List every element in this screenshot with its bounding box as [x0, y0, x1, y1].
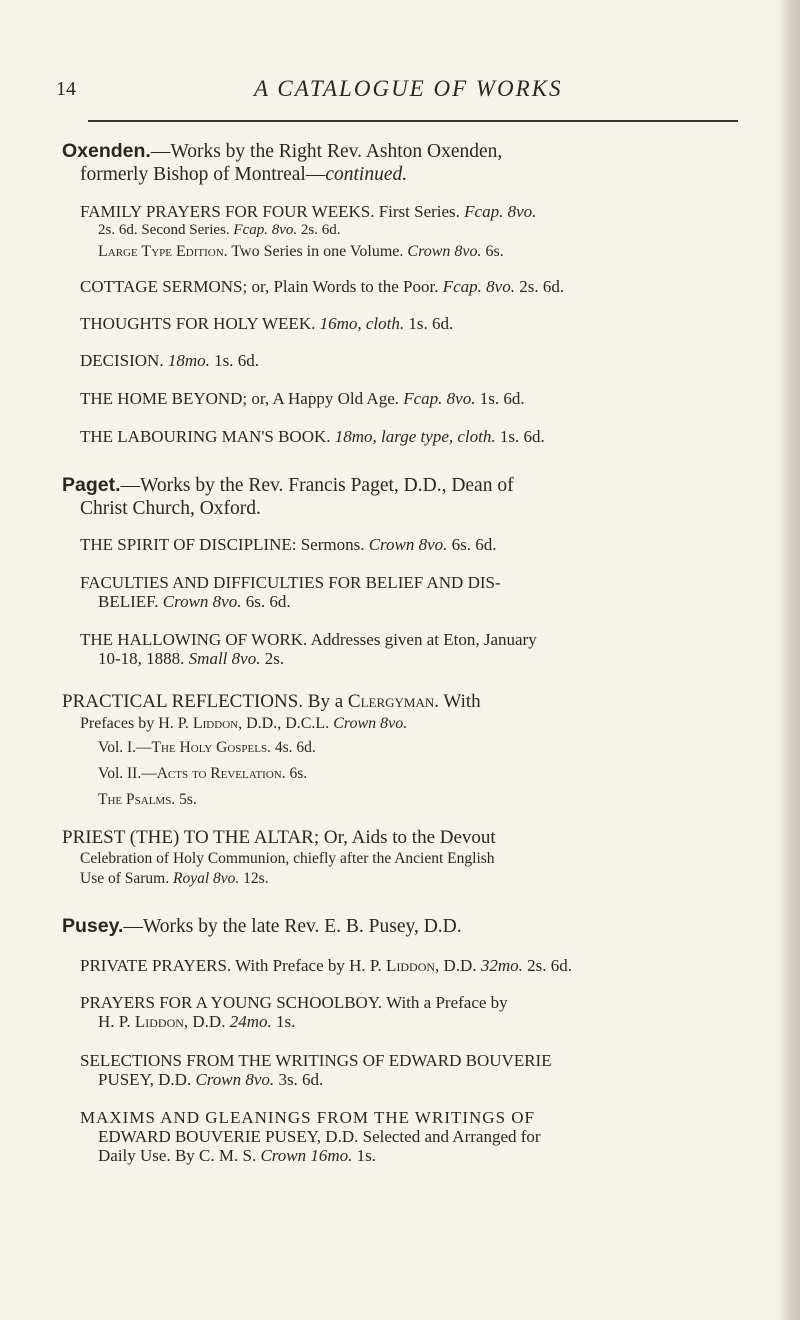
text-fragment: With: [439, 691, 481, 712]
entry-continuation-line: [80, 1012, 740, 1031]
entry-continuation-line: [62, 163, 742, 186]
oxenden-heading: [62, 140, 742, 186]
text-fragment: FAMILY PRAYERS FOR FOUR WEEKS. First Series.: [80, 202, 465, 221]
entry-continuation-line: [80, 1070, 740, 1089]
text-fragment: PRAYERS FOR A YOUNG SCHOOLBOY. With a Preface by: [80, 993, 508, 1012]
text-fragment: —Works by the Rev. Francis Paget, D.D., Dean of: [120, 475, 514, 496]
text-fragment: 2s. 6d. Second Series.: [98, 222, 234, 238]
text-fragment: The Holy Gospels.: [151, 739, 271, 756]
paget-heading: [62, 474, 742, 520]
text-fragment: 6s.: [285, 765, 308, 782]
priest-to-the-altar-heading: [62, 827, 742, 889]
text-fragment: THE SPIRIT OF DISCIPLINE: Sermons.: [80, 535, 369, 554]
volume-entry: [98, 790, 197, 809]
text-fragment: Fcap. 8vo.: [403, 389, 476, 408]
text-fragment: BELIEF.: [98, 592, 163, 611]
text-fragment: Liddon, D.D.: [134, 1012, 226, 1031]
text-fragment: Crown 8vo.: [333, 715, 408, 732]
text-fragment: Daily Use. By C. M. S.: [98, 1146, 261, 1165]
page-edge-shadow: [778, 0, 800, 1320]
text-fragment: PRIEST (THE) TO THE ALTAR;: [62, 827, 320, 848]
text-fragment: SELECTIONS FROM THE WRITINGS OF EDWARD BOUVERIE: [80, 1051, 552, 1070]
text-fragment: THE LABOURING MAN'S BOOK.: [80, 427, 335, 446]
text-fragment: DECISION.: [80, 351, 168, 370]
entry-continuation-line: [80, 1146, 740, 1165]
text-fragment: 6s.: [481, 243, 504, 260]
text-fragment: 24mo.: [229, 1012, 272, 1031]
text-fragment: Liddon, D.D., D.C.L.: [192, 715, 330, 732]
text-fragment: Crown 8vo.: [162, 592, 242, 611]
text-fragment: 2s. 6d.: [297, 222, 341, 238]
text-fragment: 6s. 6d.: [447, 535, 497, 554]
text-fragment: Use of Sarum.: [80, 870, 173, 887]
text-fragment: 2s. 6d.: [522, 956, 572, 975]
volume-entry: [98, 738, 316, 757]
text-fragment: 5s.: [175, 791, 197, 808]
text-fragment: 2s.: [260, 649, 285, 668]
book-entry: [80, 1051, 740, 1089]
text-fragment: Fcap. 8vo.: [464, 202, 537, 221]
text-fragment: 4s. 6d.: [270, 739, 316, 756]
book-entry: [80, 573, 740, 611]
text-fragment: 12s.: [239, 870, 269, 887]
text-fragment: Liddon, D.D.: [385, 956, 477, 975]
text-fragment: —Works by the Right Rev. Ashton Oxenden,: [150, 141, 503, 162]
book-entry: [80, 427, 740, 446]
text-fragment: THE HALLOWING OF WORK. Addresses given at Eton, January: [80, 630, 537, 649]
text-fragment: The Psalms.: [98, 791, 176, 808]
text-fragment: PRACTICAL REFLECTIONS.: [62, 691, 304, 712]
text-fragment: THOUGHTS FOR HOLY WEEK.: [80, 314, 320, 333]
text-fragment: PUSEY, D.D.: [98, 1070, 196, 1089]
entry-continuation-line: [80, 592, 740, 611]
header-rule: [88, 120, 738, 122]
practical-reflections-heading: [62, 691, 742, 735]
text-fragment: 1s.: [271, 1012, 296, 1031]
book-entry: [80, 314, 740, 333]
page-number: 14: [56, 78, 76, 100]
entry-continuation-line: [80, 221, 740, 240]
text-fragment: PRIVATE PRAYERS. With Preface by H. P.: [80, 956, 386, 975]
book-entry: [80, 1108, 740, 1165]
text-fragment: Two Series in one Volume.: [227, 243, 408, 260]
text-fragment: Vol. I.—: [98, 739, 152, 756]
text-fragment: COTTAGE SERMONS; or, Plain Words to the Poor.: [80, 277, 443, 296]
text-fragment: Celebration of Holy Communion, chiefly after the Ancient English: [80, 850, 495, 867]
entry-continuation-line: [80, 649, 740, 668]
book-entry: [80, 202, 740, 240]
text-fragment: —Works by the late Rev. E. B. Pusey, D.D.: [123, 916, 462, 937]
author-name: Paget.: [62, 474, 121, 496]
text-fragment: By a: [303, 691, 348, 712]
book-entry: [98, 242, 758, 261]
running-title: A CATALOGUE OF WORKS: [254, 76, 563, 101]
text-fragment: Clergyman.: [347, 691, 439, 712]
text-fragment: H. P.: [98, 1012, 135, 1031]
text-fragment: EDWARD BOUVERIE PUSEY, D.D. Selected and Arranged for: [98, 1127, 541, 1146]
text-fragment: 1s.: [352, 1146, 377, 1165]
text-fragment: Vol. II.—: [98, 765, 157, 782]
text-fragment: Crown 8vo.: [368, 535, 448, 554]
text-fragment: MAXIMS AND GLEANINGS FROM THE WRITINGS OF: [80, 1108, 536, 1127]
volume-entry: [98, 764, 307, 783]
book-entry: [80, 535, 740, 554]
text-fragment: Small 8vo.: [188, 649, 261, 668]
text-fragment: Christ Church, Oxford.: [80, 498, 261, 519]
text-fragment: formerly Bishop of Montreal—: [80, 164, 326, 185]
author-name: Oxenden.: [62, 140, 151, 162]
pusey-heading: [62, 915, 742, 938]
text-fragment: Fcap. 8vo.: [233, 222, 298, 238]
text-fragment: 1s. 6d.: [404, 314, 454, 333]
entry-continuation-line: [80, 1127, 740, 1146]
text-fragment: Royal 8vo.: [173, 870, 240, 887]
text-fragment: 18mo.: [167, 351, 210, 370]
text-fragment: Acts to Revelation.: [156, 765, 286, 782]
text-fragment: Fcap. 8vo.: [442, 277, 515, 296]
text-fragment: 32mo.: [480, 956, 523, 975]
text-fragment: 6s. 6d.: [241, 592, 291, 611]
page-header: [0, 76, 800, 106]
book-entry: [80, 351, 740, 370]
text-fragment: 3s. 6d.: [274, 1070, 324, 1089]
text-fragment: 18mo, large type, cloth.: [334, 427, 496, 446]
text-fragment: Or, Aids to the Devout: [319, 827, 496, 848]
text-fragment: Crown 8vo.: [195, 1070, 275, 1089]
text-fragment: 1s. 6d.: [495, 427, 545, 446]
text-fragment: FACULTIES AND DIFFICULTIES FOR BELIEF AND DIS-: [80, 573, 501, 592]
text-fragment: 1s. 6d.: [475, 389, 525, 408]
text-fragment: THE HOME BEYOND; or, A Happy Old Age.: [80, 389, 404, 408]
text-fragment: 10-18, 1888.: [98, 649, 189, 668]
text-fragment: Crown 8vo.: [407, 243, 482, 260]
book-entry: [80, 956, 740, 975]
book-entry: [80, 630, 740, 668]
text-fragment: Prefaces by H. P.: [80, 715, 193, 732]
entry-continuation-line: [62, 869, 742, 889]
book-entry: [80, 277, 740, 296]
text-fragment: 16mo, cloth.: [319, 314, 405, 333]
text-fragment: Crown 16mo.: [260, 1146, 353, 1165]
text-fragment: continued.: [325, 164, 408, 185]
author-name: Pusey.: [62, 915, 124, 937]
book-entry: [80, 993, 740, 1031]
book-entry: [80, 389, 740, 408]
entry-continuation-line: [62, 713, 742, 735]
text-fragment: Large Type Edition.: [98, 243, 228, 260]
text-fragment: 2s. 6d.: [514, 277, 565, 296]
text-fragment: 1s. 6d.: [209, 351, 259, 370]
